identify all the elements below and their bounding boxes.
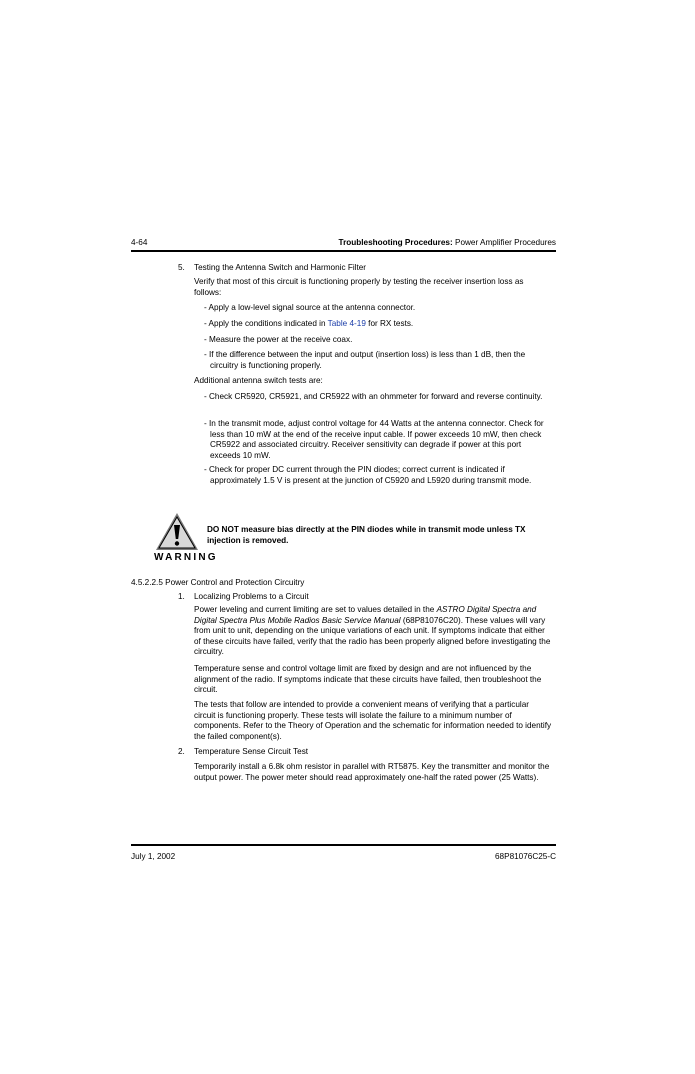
paragraph: The tests that follow are intended to provide a convenient means of verifying that a particular circuit is functioning properly. These tests will isolate the failure to a minimum number of components. Refer to the Theory of Operation and the schematic for information needed to identify the failed component(s).: [194, 700, 552, 741]
running-header: [339, 238, 556, 249]
step-number: 5.: [178, 263, 185, 272]
warning-label: WARNING: [154, 552, 218, 563]
list-item-text: for RX tests.: [365, 319, 414, 328]
step-intro: Verify that most of this circuit is functioning properly by testing the receiver insertion loss as follows:: [194, 277, 524, 297]
warning-text: DO NOT measure bias directly at the PIN diodes while in transmit mode unless TX injection is removed.: [207, 525, 526, 545]
footer-doc-number: 68P81076C25-C: [495, 852, 556, 861]
step-number: 1.: [178, 592, 185, 601]
table-link[interactable]: Table 4-19: [327, 319, 366, 328]
paragraph-text: (68P81076C20). These values will vary from unit to unit, depending on the unique variations of each unit. If symptoms indicate that either of these circuits have failed, verify that the radio has been properly aligned before investigating the circuitry.: [194, 615, 551, 657]
list-item: [204, 319, 553, 330]
manual-title: ASTRO Digital Spectra and Digital Spectra Plus Mobile Radios Basic Service Manual: [194, 605, 537, 625]
running-header-bold: Troubleshooting Procedures:: [338, 238, 453, 247]
running-header-rest: Power Amplifier Procedures: [452, 238, 556, 247]
list-item-text: - Apply the conditions indicated in: [204, 319, 328, 328]
list-item: - In the transmit mode, adjust control voltage for 44 Watts at the antenna connector. Check for less than 10 mW at the end of the receive input cable. If power exceeds 10 mW, then check CR5922 and associated circuitry. Receiver sensitivity can degrade if power at this port exceeds 10 mW.: [204, 419, 544, 460]
footer-date: July 1, 2002: [131, 852, 176, 861]
subheading: Additional antenna switch tests are:: [194, 376, 323, 385]
paragraph: [194, 605, 552, 658]
footer-rule: [131, 844, 556, 846]
page-number: 4-64: [131, 238, 148, 247]
list-item: - Check CR5920, CR5921, and CR5922 with an ohmmeter for forward and reverse continuity.: [204, 392, 543, 401]
paragraph: Temperature sense and control voltage limit are fixed by design and are not influenced by the alignment of the radio. If symptoms indicate that these circuits have failed, then troubleshoot the circuit.: [194, 664, 542, 695]
paragraph: Temporarily install a 6.8k ohm resistor in parallel with RT5875. Key the transmitter and monitor the output power. The power meter should read approximately one-half the rated power (25 Watts).: [194, 762, 550, 782]
list-item: - Apply a low-level signal source at the antenna connector.: [204, 303, 416, 312]
warning-icon: [155, 511, 199, 551]
step-title: Testing the Antenna Switch and Harmonic Filter: [194, 263, 367, 272]
step-title: Localizing Problems to a Circuit: [194, 592, 309, 601]
list-item: - Check for proper DC current through the PIN diodes; correct current is indicated if approximately 1.5 V is present at the junction of C5920 and L5920 during transmit mode.: [204, 465, 532, 485]
step-title: Temperature Sense Circuit Test: [194, 747, 309, 756]
list-item: - Measure the power at the receive coax.: [204, 335, 353, 344]
section-heading: 4.5.2.2.5 Power Control and Protection Circuitry: [131, 578, 305, 587]
step-number: 2.: [178, 747, 185, 756]
paragraph-text: Power leveling and current limiting are set to values detailed in the: [194, 605, 437, 614]
list-item: - If the difference between the input and output (insertion loss) is less than 1 dB, then the circuitry is functioning properly.: [204, 350, 526, 370]
header-rule: [131, 250, 556, 252]
